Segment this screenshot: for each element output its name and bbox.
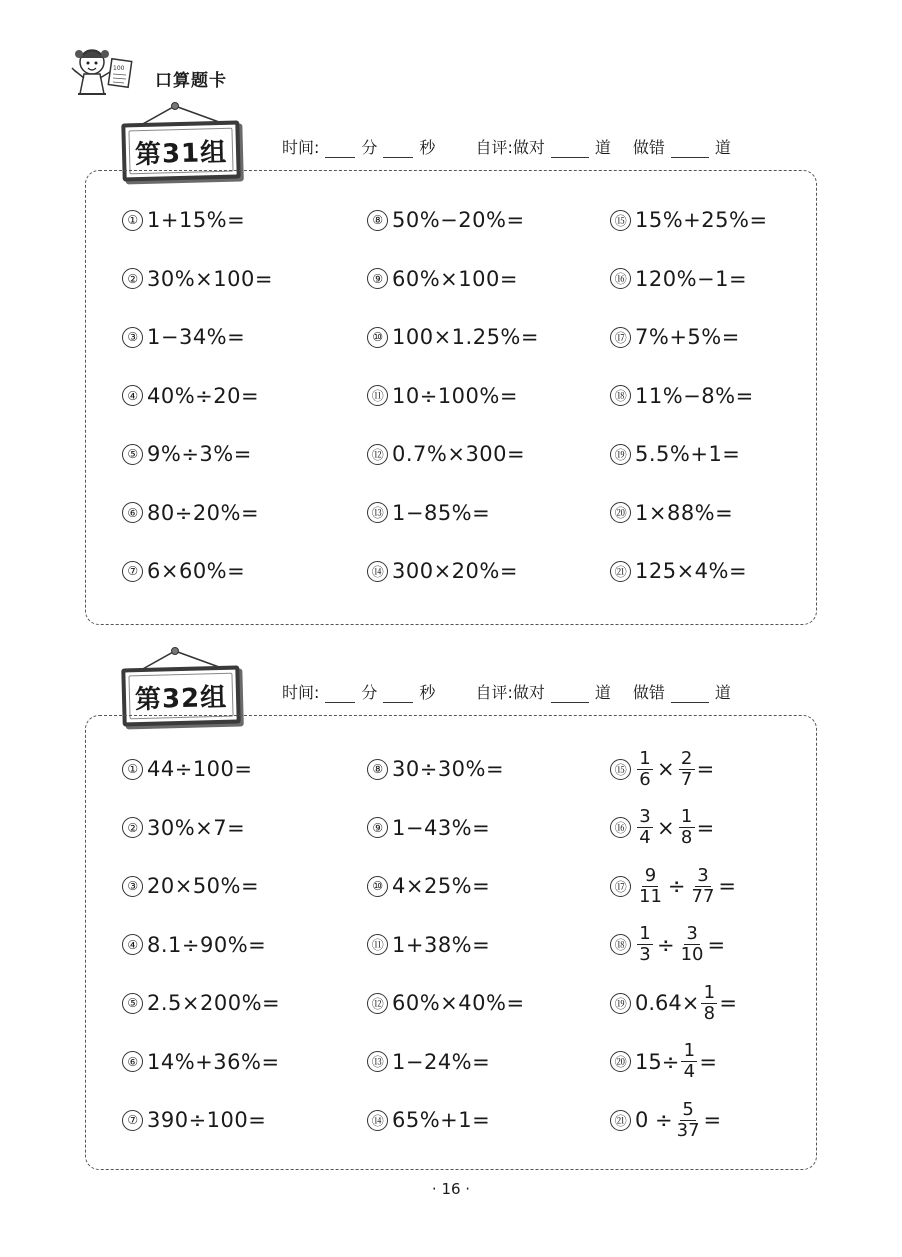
group-31 [0,100,902,630]
unit-label: 道 [594,138,611,157]
second-label: 秒 [419,683,436,702]
problem-item: ⑱ $\frac{1}{3}$ ÷ $\frac{3}{10}$ = [610,916,725,974]
time-label: 时间: [282,683,320,702]
problem-item: ㉑ 0 ÷ $\frac{5}{37}$ = [610,1091,721,1149]
problem-item: ⑲ 5.5%+1= [610,434,740,474]
group-32 [0,645,902,1175]
wrong-blank[interactable] [671,687,709,703]
problem-item: ⑧ 50%−20%= [367,200,525,240]
problem-item: ⑯ 120%−1= [610,259,747,299]
girl-mascot-icon [70,42,140,106]
problem-item: ⑨ 60%×100= [367,259,518,299]
minute-label: 分 [361,138,378,157]
problem-item: ⑫ 60%×40%= [367,974,525,1032]
problem-item: ⑥ 14%+36%= [122,1033,280,1091]
problem-item: ⑩ 100×1.25%= [367,317,539,357]
problem-item: ① 1+15%= [122,200,245,240]
self-eval-label: 自评:做对 [475,138,545,157]
problem-item: ⑲ 0.64× $\frac{1}{8}$ = [610,974,737,1032]
minute-label: 分 [361,683,378,702]
problem-item: ④ 40%÷20= [122,376,259,416]
problem-item: ⑧ 30÷30%= [367,740,504,798]
problem-item: ⑳ 1×88%= [610,493,733,533]
second-label: 秒 [419,138,436,157]
problem-item: ⑮ 15%+25%= [610,200,768,240]
problem-item: ㉑ 125×4%= [610,551,747,591]
problem-grid [122,740,802,1150]
problem-item: ⑫ 0.7%×300= [367,434,525,474]
page-number: · 16 · [431,1180,471,1198]
problem-item: ⑯ $\frac{3}{4}$ × $\frac{1}{8}$ = [610,799,714,857]
second-blank[interactable] [383,687,413,703]
correct-blank[interactable] [551,142,589,158]
info-line [282,680,731,703]
problem-item: ⑨ 1−43%= [367,799,490,857]
time-label: 时间: [282,138,320,157]
wrong-blank[interactable] [671,142,709,158]
problem-item: ⑰ 7%+5%= [610,317,740,357]
unit-label: 道 [714,683,731,702]
problem-item: ⑥ 80÷20%= [122,493,259,533]
second-blank[interactable] [383,142,413,158]
problem-item: ⑮ $\frac{1}{6}$ × $\frac{2}{7}$ = [610,740,714,798]
problem-item: ③ 20×50%= [122,857,259,915]
problem-item: ② 30%×100= [122,259,273,299]
problem-item: ⑦ 390÷100= [122,1091,266,1149]
wrong-label: 做错 [632,138,665,157]
problem-item: ③ 1−34%= [122,317,245,357]
unit-label: 道 [714,138,731,157]
problem-item: ⑩ 4×25%= [367,857,490,915]
problem-item: ④ 8.1÷90%= [122,916,266,974]
logo-sheet-score: 100 [113,65,125,72]
problem-item: ⑭ 300×20%= [367,551,518,591]
problem-item: ⑤ 9%÷3%= [122,434,252,474]
problem-item: ⑪ 10÷100%= [367,376,518,416]
problem-item: ⑪ 1+38%= [367,916,490,974]
minute-blank[interactable] [325,142,355,158]
unit-label: 道 [594,683,611,702]
page-title: 口算题卡 [155,71,227,91]
minute-blank[interactable] [325,687,355,703]
problem-item: ⑬ 1−24%= [367,1033,490,1091]
problem-item: ⑳ 15÷ $\frac{1}{4}$ = [610,1033,717,1091]
problem-item: ⑤ 2.5×200%= [122,974,280,1032]
problem-item: ② 30%×7= [122,799,245,857]
group-title: 第31组 [134,137,228,170]
problem-item: ⑬ 1−85%= [367,493,490,533]
wrong-label: 做错 [632,683,665,702]
problem-item: ① 44÷100= [122,740,253,798]
problem-grid [122,200,802,610]
problem-item: ⑭ 65%+1= [367,1091,490,1149]
self-eval-label: 自评:做对 [475,683,545,702]
correct-blank[interactable] [551,687,589,703]
problem-item: ⑰ $\frac{9}{11}$ ÷ $\frac{3}{77}$ = [610,857,736,915]
group-title: 第32组 [134,682,228,715]
problem-item: ⑱ 11%−8%= [610,376,754,416]
problem-item: ⑦ 6×60%= [122,551,245,591]
info-line [282,135,731,158]
